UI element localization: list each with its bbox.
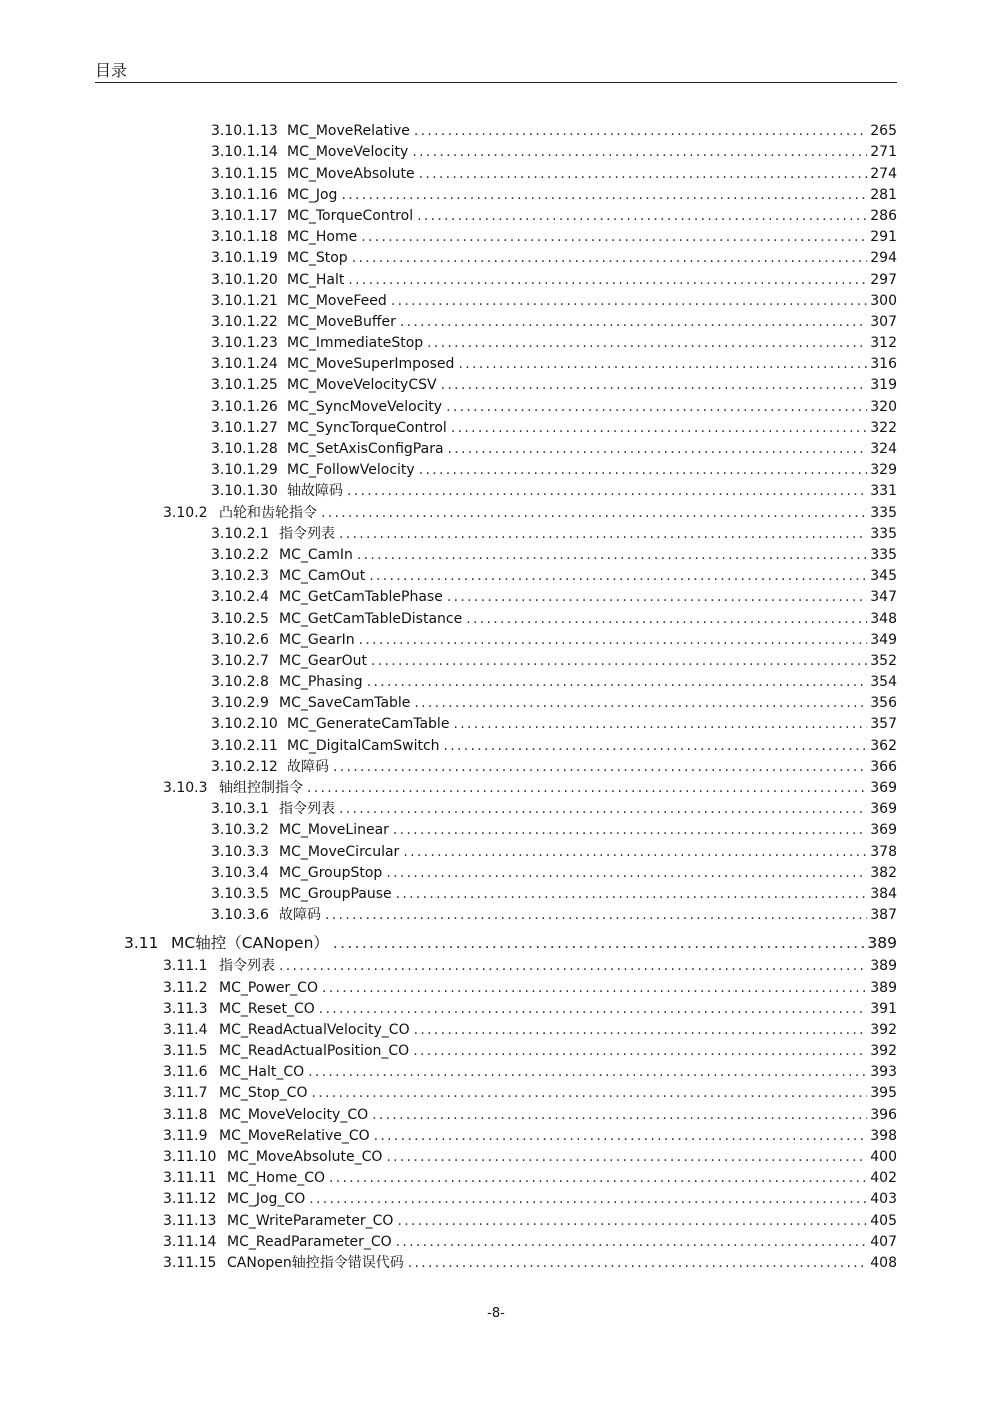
toc-entry[interactable] (211, 543, 897, 564)
toc-entry-page: 348 (870, 610, 897, 627)
dot-leader (341, 186, 867, 204)
toc-entry[interactable] (211, 585, 897, 606)
toc-entry-page: 271 (870, 144, 897, 161)
toc-entry-title: 故障码 (279, 907, 321, 924)
toc-entry-number: 3.10.1.20 (211, 271, 278, 288)
toc-entry-page: 389 (867, 934, 897, 953)
toc-entry-number: 3.10.3.3 (211, 843, 269, 860)
toc-entry-page: 369 (870, 780, 897, 796)
toc-entry[interactable] (211, 437, 897, 458)
toc-entry-number: 3.10.1.26 (211, 398, 278, 415)
toc-entry-number: 3.11.3 (163, 1000, 208, 1017)
toc-entry-number: 3.10.1.16 (211, 186, 278, 203)
toc-entry-number: 3.11.5 (163, 1043, 208, 1060)
toc-entry-title: MC_MoveRelative (287, 123, 410, 140)
dot-leader (322, 979, 867, 997)
toc-entry-number: 3.10.2.1 (211, 525, 269, 542)
toc-entry-page: 312 (870, 335, 897, 352)
toc-entry[interactable] (211, 564, 897, 585)
dot-leader (319, 1000, 868, 1018)
toc-entry[interactable] (211, 839, 897, 860)
toc-entry-page: 265 (870, 123, 897, 140)
toc-entry-page: 393 (870, 1064, 897, 1081)
toc-entry-title: 指令列表 (219, 958, 275, 975)
toc-entry-title: MC_GenerateCamTable (287, 716, 450, 733)
toc-entry-page: 322 (870, 419, 897, 436)
toc-entry-title: MC_Halt_CO (219, 1064, 305, 1081)
dot-leader (308, 1063, 867, 1081)
toc-entry[interactable] (211, 183, 897, 204)
dot-leader (371, 652, 867, 670)
dot-leader (448, 440, 868, 458)
dot-leader (329, 1169, 867, 1187)
toc-entry-page: 335 (870, 504, 897, 521)
toc-entry-title: MC_Stop (287, 250, 348, 267)
toc-entry-page: 395 (870, 1085, 897, 1102)
toc-entry-number: 3.10.3 (163, 780, 208, 796)
toc-entry-number: 3.11.11 (163, 1170, 217, 1187)
dot-leader (359, 631, 868, 649)
toc-entry-title: MC_MoveCircular (279, 843, 400, 860)
toc-entry[interactable] (211, 670, 897, 691)
toc-entry-page: 357 (870, 716, 897, 733)
header-rule (95, 82, 897, 83)
toc-entry-title: MC_WriteParameter_CO (227, 1212, 394, 1229)
dot-leader (447, 588, 867, 606)
toc-entry[interactable] (211, 903, 897, 924)
toc-entry-title: MC_Jog_CO (227, 1191, 306, 1208)
dot-leader (367, 673, 868, 691)
toc-entry-number: 3.10.3.4 (211, 864, 269, 881)
toc-entry-number: 3.10.2.7 (211, 652, 269, 669)
toc-entry-title: MC_MoveFeed (287, 292, 387, 309)
toc-entry-page: 331 (870, 483, 897, 500)
toc-entry-title: 故障码 (287, 758, 329, 775)
toc-entry-number: 3.10.1.13 (211, 123, 278, 140)
toc-entry-title: MC_Halt (287, 271, 345, 288)
toc-entry[interactable] (211, 522, 897, 543)
toc-entry[interactable] (211, 161, 897, 182)
dot-leader (414, 122, 867, 140)
toc-entry-number: 3.10.2.11 (211, 737, 278, 754)
toc-entry-page: 400 (870, 1149, 897, 1165)
dot-leader (309, 1190, 867, 1208)
toc-entry-number: 3.10.1.28 (211, 441, 278, 457)
toc-entry-number: 3.10.1.17 (211, 207, 278, 224)
toc-entry-number: 3.11.12 (163, 1191, 217, 1208)
dot-leader (311, 1084, 867, 1102)
toc-entry-number: 3.10.1.18 (211, 229, 278, 246)
toc-entry-title: MC_Home (287, 229, 358, 246)
dot-leader (393, 821, 867, 839)
toc-entry-number: 3.11.7 (163, 1085, 208, 1102)
dot-leader (339, 525, 867, 543)
toc-entry-number: 3.10.1.19 (211, 250, 278, 267)
toc-entry-page: 345 (870, 568, 897, 585)
toc-entry-page: 382 (870, 864, 897, 881)
toc-entry-title: 凸轮和齿轮指令 (219, 504, 317, 521)
toc-entry-title: MC_FollowVelocity (287, 462, 415, 479)
toc-entry-number: 3.11.15 (163, 1254, 217, 1271)
toc-entry-number: 3.10.2.5 (211, 610, 269, 627)
toc-entry-number: 3.11.2 (163, 979, 208, 996)
toc-entry[interactable] (211, 691, 897, 712)
toc-entry[interactable] (163, 1018, 897, 1039)
toc-entry-page: 389 (870, 979, 897, 996)
toc-entry[interactable] (124, 924, 897, 954)
toc-entry-title: MC_MoveBuffer (287, 313, 396, 330)
toc-entry[interactable] (211, 267, 897, 288)
dot-leader (451, 419, 867, 437)
dot-leader (357, 546, 867, 564)
toc-entry-title: MC_MoveAbsolute (287, 165, 415, 182)
toc-entry-title: MC_MoveAbsolute_CO (227, 1149, 383, 1165)
toc-entry-title: CANopen轴控指令错误代码 (227, 1254, 404, 1271)
toc-entry[interactable] (211, 246, 897, 267)
dot-leader (333, 932, 865, 954)
dot-leader (444, 737, 868, 755)
toc-entry[interactable] (163, 1124, 897, 1145)
toc-entry-number: 3.10.1.25 (211, 377, 278, 394)
toc-entry-title: MC_MoveRelative_CO (219, 1127, 370, 1144)
toc-entry[interactable] (163, 500, 897, 521)
toc-entry-title: MC_ReadActualVelocity_CO (219, 1021, 410, 1038)
dot-leader (403, 843, 867, 861)
toc-entry-number: 3.10.1.22 (211, 313, 278, 330)
toc-entry-title: MC_DigitalCamSwitch (287, 737, 440, 754)
toc-entry[interactable] (211, 140, 897, 161)
toc-entry[interactable] (211, 861, 897, 882)
toc-entry-number: 3.11.6 (163, 1064, 208, 1081)
toc-entry-page: 307 (870, 313, 897, 330)
toc-entry-number: 3.10.3.1 (211, 801, 269, 818)
dot-leader (396, 1233, 868, 1251)
toc-entry-number: 3.11.9 (163, 1127, 208, 1144)
page-number: -8- (487, 1306, 505, 1321)
toc-entry[interactable] (211, 479, 897, 500)
toc-entry[interactable] (211, 289, 897, 310)
toc-entry-page: 352 (870, 652, 897, 669)
toc-entry[interactable] (163, 1251, 897, 1272)
dot-leader (412, 143, 867, 161)
toc-entry-page: 378 (870, 843, 897, 860)
toc-entry-title: MC_Phasing (279, 674, 363, 691)
toc-entry-title: MC_GetCamTablePhase (279, 589, 443, 606)
toc-entry-title: MC_SetAxisConfigPara (287, 441, 444, 457)
toc-entry-title: MC_MoveVelocity (287, 144, 409, 161)
toc-entry-page: 335 (870, 546, 897, 563)
toc-entry-number: 3.10.2.10 (211, 716, 278, 733)
toc-entry-title: MC_SyncMoveVelocity (287, 398, 443, 415)
toc-entry[interactable] (163, 776, 897, 797)
dot-leader (413, 1042, 867, 1060)
toc-entry[interactable] (211, 755, 897, 776)
toc-entry-number: 3.10.2.6 (211, 631, 269, 648)
dot-leader (348, 271, 867, 289)
dot-leader (408, 1254, 868, 1272)
toc-entry-title: 轴故障码 (287, 483, 343, 500)
toc-entry-title: MC_ReadParameter_CO (227, 1233, 392, 1250)
dot-leader (352, 249, 868, 267)
dot-leader (400, 313, 867, 331)
dot-leader (372, 1106, 867, 1124)
toc-entry[interactable] (163, 1145, 897, 1166)
toc-entry-page: 408 (870, 1254, 897, 1271)
toc-entry[interactable] (211, 310, 897, 331)
toc-entry-number: 3.11 (124, 934, 159, 953)
toc-entry[interactable] (163, 1166, 897, 1187)
toc-entry-number: 3.10.1.21 (211, 292, 278, 309)
toc-entry-page: 369 (870, 801, 897, 818)
toc-entry[interactable] (211, 712, 897, 733)
toc-entry-title: MC_Power_CO (219, 979, 318, 996)
toc-entry[interactable] (211, 352, 897, 373)
toc-entry-number: 3.10.1.24 (211, 356, 278, 373)
dot-leader (417, 207, 867, 225)
toc-entry-page: 402 (870, 1170, 897, 1187)
toc-entry-number: 3.10.2.9 (211, 695, 269, 712)
dot-leader (458, 355, 867, 373)
toc-entry[interactable] (211, 628, 897, 649)
toc-entry-page: 392 (870, 1043, 897, 1060)
toc-entry-title: MC_MoveSuperImposed (287, 356, 455, 373)
toc-entry[interactable] (211, 606, 897, 627)
toc-entry-number: 3.10.1.29 (211, 462, 278, 479)
toc-entry-number: 3.11.13 (163, 1212, 217, 1229)
toc-entry[interactable] (211, 204, 897, 225)
toc-entry-page: 389 (870, 958, 897, 975)
dot-leader (325, 906, 867, 924)
toc-entry[interactable] (211, 733, 897, 754)
toc-entry-page: 354 (870, 674, 897, 691)
toc-entry-page: 366 (870, 758, 897, 775)
dot-leader (321, 504, 867, 522)
toc-entry-page: 391 (870, 1000, 897, 1017)
toc-entry-number: 3.10.1.23 (211, 335, 278, 352)
dot-leader (414, 694, 867, 712)
toc-entry[interactable] (211, 331, 897, 352)
toc-entry-page: 349 (870, 631, 897, 648)
toc-entry-page: 384 (870, 885, 897, 902)
toc-entry-page: 347 (870, 589, 897, 606)
toc-entry-title: MC_ReadActualPosition_CO (219, 1043, 410, 1060)
dot-leader (441, 376, 868, 394)
toc-entry-title: 指令列表 (279, 801, 335, 818)
toc-entry-title: MC_MoveVelocity_CO (219, 1106, 369, 1123)
toc-entry-number: 3.11.4 (163, 1021, 208, 1038)
header-title: 目录 (95, 61, 128, 80)
toc-entry-title: 轴组控制指令 (219, 780, 303, 796)
dot-leader (307, 779, 867, 797)
toc-entry-page: 291 (870, 229, 897, 246)
dot-leader (446, 398, 867, 416)
toc-entry-number: 3.11.8 (163, 1106, 208, 1123)
dot-leader (374, 1127, 868, 1145)
toc-entry-title: 指令列表 (279, 525, 335, 542)
dot-leader (466, 610, 867, 628)
toc-entry-title: MC_SaveCamTable (279, 695, 411, 712)
toc-entry-page: 281 (870, 186, 897, 203)
toc-entry-number: 3.10.1.27 (211, 419, 278, 436)
toc-entry-page: 274 (870, 165, 897, 182)
toc-entry-title: MC_CamOut (279, 568, 366, 585)
toc-entry-number: 3.11.1 (163, 958, 208, 975)
dot-leader (396, 885, 868, 903)
toc-entry[interactable] (163, 997, 897, 1018)
toc-entry-title: MC_Stop_CO (219, 1085, 308, 1102)
dot-leader (369, 567, 867, 585)
toc-entry-page: 407 (870, 1233, 897, 1250)
toc-entry-page: 403 (870, 1191, 897, 1208)
toc-entry-page: 392 (870, 1021, 897, 1038)
toc-entry-title: MC_GroupPause (279, 885, 392, 902)
dot-leader (386, 1148, 867, 1166)
toc-entry[interactable] (163, 954, 897, 975)
toc-entry-page: 356 (870, 695, 897, 712)
toc-entry[interactable] (163, 1230, 897, 1251)
toc-entry-number: 3.10.2.2 (211, 546, 269, 563)
toc-entry-number: 3.10.2 (163, 504, 208, 521)
toc-entry-page: 396 (870, 1106, 897, 1123)
dot-leader (347, 482, 867, 500)
toc-entry[interactable] (211, 649, 897, 670)
toc-entry-title: MC_ImmediateStop (287, 335, 424, 352)
toc-entry-title: MC_Reset_CO (219, 1000, 315, 1017)
toc-entry-page: 329 (870, 462, 897, 479)
table-of-contents (0, 119, 992, 1272)
dot-leader (333, 758, 867, 776)
toc-entry-title: MC_CamIn (279, 546, 353, 563)
toc-entry[interactable] (211, 818, 897, 839)
toc-entry-number: 3.11.14 (163, 1233, 217, 1250)
toc-entry-title: MC_Home_CO (227, 1170, 325, 1187)
toc-entry-title: MC_TorqueControl (287, 207, 414, 224)
dot-leader (414, 1021, 868, 1039)
dot-leader (339, 800, 867, 818)
toc-entry-number: 3.10.2.3 (211, 568, 269, 585)
toc-entry-number: 3.10.3.6 (211, 907, 269, 924)
dot-leader (419, 461, 868, 479)
toc-entry-page: 286 (870, 207, 897, 224)
toc-entry[interactable] (163, 1187, 897, 1208)
toc-entry-title: MC_GearIn (279, 631, 355, 648)
toc-entry[interactable] (163, 1039, 897, 1060)
toc-entry-page: 324 (870, 441, 897, 457)
toc-entry[interactable] (211, 225, 897, 246)
toc-entry[interactable] (163, 1060, 897, 1081)
toc-entry-title: MC_MoveVelocityCSV (287, 377, 437, 394)
toc-entry-number: 3.10.2.8 (211, 674, 269, 691)
toc-entry-number: 3.10.3.5 (211, 885, 269, 902)
toc-entry-page: 362 (870, 737, 897, 754)
toc-entry-title: MC_Jog (287, 186, 338, 203)
toc-entry-page: 300 (870, 292, 897, 309)
toc-entry-number: 3.11.10 (163, 1149, 217, 1165)
toc-entry-title: MC_SyncTorqueControl (287, 419, 447, 436)
dot-leader (427, 334, 867, 352)
toc-entry[interactable] (163, 975, 897, 996)
dot-leader (419, 165, 868, 183)
toc-entry-page: 335 (870, 525, 897, 542)
toc-entry-page: 405 (870, 1212, 897, 1229)
toc-entry-title: MC_GetCamTableDistance (279, 610, 463, 627)
toc-entry-number: 3.10.2.12 (211, 758, 278, 775)
dot-leader (386, 864, 867, 882)
toc-entry[interactable] (211, 458, 897, 479)
toc-entry-page: 398 (870, 1127, 897, 1144)
dot-leader (391, 292, 867, 310)
dot-leader (453, 715, 867, 733)
toc-entry-page: 319 (870, 377, 897, 394)
toc-entry-title: MC轴控（CANopen） (171, 934, 329, 953)
toc-entry[interactable] (211, 373, 897, 394)
toc-entry[interactable] (163, 1208, 897, 1229)
toc-entry-number: 3.10.1.15 (211, 165, 278, 182)
toc-entry-title: MC_GroupStop (279, 864, 383, 881)
dot-leader (361, 228, 867, 246)
toc-entry[interactable] (163, 1081, 897, 1102)
dot-leader (279, 957, 867, 975)
toc-entry-page: 297 (870, 271, 897, 288)
toc-entry-number: 3.10.1.30 (211, 483, 278, 500)
toc-entry-page: 294 (870, 250, 897, 267)
toc-entry[interactable] (211, 882, 897, 903)
toc-entry[interactable] (163, 1102, 897, 1123)
toc-entry-page: 320 (870, 398, 897, 415)
toc-entry-number: 3.10.1.14 (211, 144, 278, 161)
toc-entry[interactable] (211, 416, 897, 437)
toc-entry-title: MC_GearOut (279, 652, 368, 669)
toc-entry-title: MC_MoveLinear (279, 822, 389, 839)
toc-entry[interactable] (211, 394, 897, 415)
toc-entry-page: 369 (870, 822, 897, 839)
toc-entry-number: 3.10.3.2 (211, 822, 269, 839)
dot-leader (397, 1212, 867, 1230)
toc-entry[interactable] (211, 797, 897, 818)
toc-entry-page: 387 (870, 907, 897, 924)
toc-entry-page: 316 (870, 356, 897, 373)
toc-entry[interactable] (211, 119, 897, 140)
toc-entry-number: 3.10.2.4 (211, 589, 269, 606)
